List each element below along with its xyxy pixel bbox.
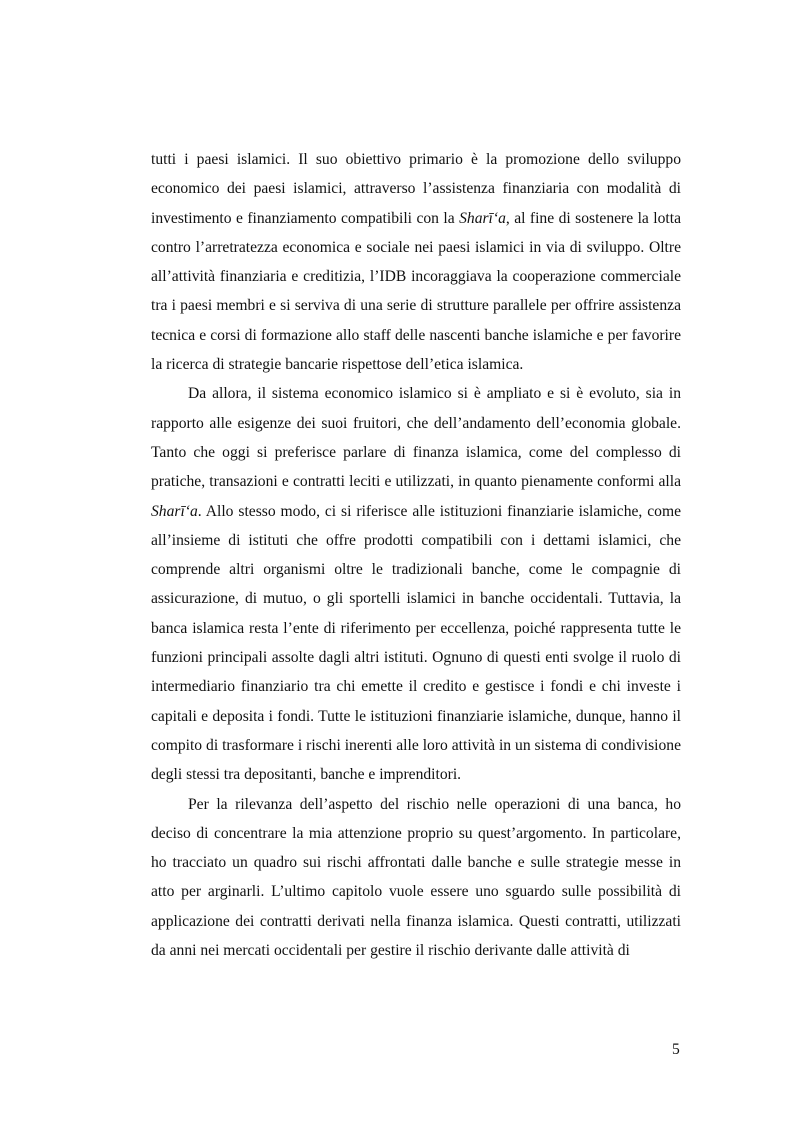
paragraph-2-text-a: Da allora, il sistema economico islamico si è ampliato e si è evoluto, sia in rapporto alle esigenze dei suoi fruitori, che dell’andamento dell’economia globale. Tanto che oggi si preferisce parlare di finanza islamica, come del complesso di pratiche, transazioni e contratti leciti e utilizzati, in quanto pienamente conformi alla <box>151 385 681 491</box>
paragraph-1-text-a: tutti i paesi islamici. Il suo obiettivo primario è la promozione dello sviluppo economico dei paesi islamici, attraverso l’assistenza finanziaria con modalità di investimento e finanziamento compatibili con la <box>151 151 681 227</box>
paragraph-1-term-sharia: Sharī‘a <box>459 209 506 227</box>
paragraph-3 <box>151 790 681 966</box>
paragraph-2 <box>151 379 681 789</box>
paragraph-1 <box>151 145 681 379</box>
paragraph-1-text-b: , al fine di sostenere la lotta contro l’arretratezza economica e sociale nei paesi islamici in via di sviluppo. Oltre all’attività finanziaria e creditizia, l’IDB incoraggiava la cooperazione commerciale tra i paesi membri e si serviva di una serie di strutture parallele per offrire assistenza tecnica e corsi di formazione allo staff delle nascenti banche islamiche e per favorire la ricerca di strategie bancarie rispettose dell’etica islamica. <box>151 209 682 374</box>
body-text <box>151 145 681 965</box>
paragraph-2-term-sharia: Sharī‘a <box>151 502 198 520</box>
paragraph-3-text: Per la rilevanza dell’aspetto del rischio nelle operazioni di una banca, ho deciso di concentrare la mia attenzione proprio su quest’argomento. In particolare, ho tracciato un quadro sui rischi affrontati dalle banche e sulle strategie messe in atto per arginarli. L’ultimo capitolo vuole essere uno sguardo sulle possibilità di applicazione dei contratti derivati nella finanza islamica. Questi contratti, utilizzati da anni nei mercati occidentali per gestire il rischio derivante dalle attività di <box>151 795 681 960</box>
paragraph-2-text-b: . Allo stesso modo, ci si riferisce alle istituzioni finanziarie islamiche, come all’insieme di istituti che offre prodotti compatibili con i dettami islamici, che comprende altri organismi oltre le tradizionali banche, come le compagnie di assicurazione, di mutuo, o gli sportelli islamici in banche occidentali. Tuttavia, la banca islamica resta l’ente di riferimento per eccellenza, poiché rappresenta tutte le funzioni principali assolte dagli altri istituti. Ognuno di questi enti svolge il ruolo di intermediario finanziario tra chi emette il credito e gestisce i fondi e chi investe i capitali e deposita i fondi. Tutte le istituzioni finanziarie islamiche, dunque, hanno il compito di trasformare i rischi inerenti alle loro attività in un sistema di condivisione degli stessi tra depositanti, banche e imprenditori. <box>151 502 681 784</box>
page-number: 5 <box>672 1041 680 1058</box>
